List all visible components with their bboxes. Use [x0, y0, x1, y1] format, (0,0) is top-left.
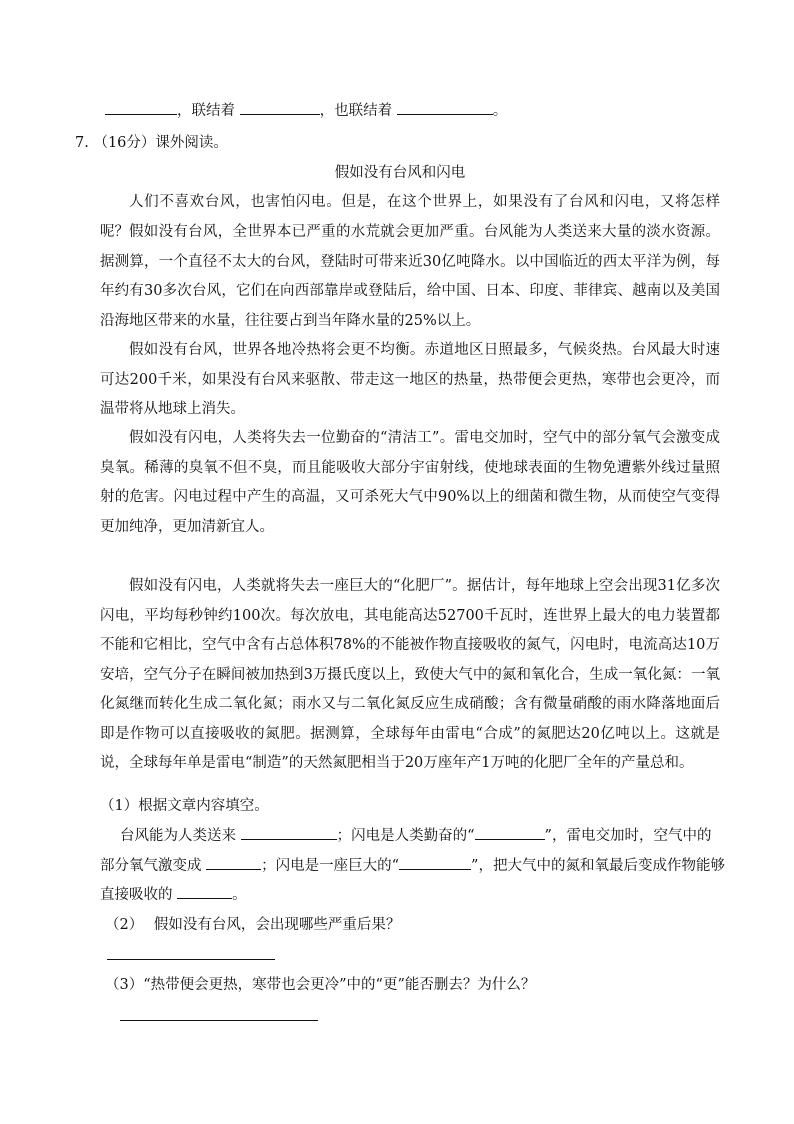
top-line-text-1: ，联结着: [177, 103, 235, 119]
q1-text: 台风能为人类送来: [120, 828, 236, 844]
article-paragraph: 人们不喜欢台风，也害怕闪电。但是，在这个世界上，如果没有了台风和闪电，又将怎样呢？: [100, 194, 720, 240]
q1-text: ；闪电是人类勤奋的“: [336, 828, 475, 844]
q1-text: 。: [232, 887, 247, 903]
question-label: 课外阅读。: [155, 135, 228, 151]
q1-text: 部分氧气激变成: [100, 858, 202, 874]
q2-answer-line[interactable]: [107, 959, 275, 960]
top-line-text-2: ，也联结着: [319, 103, 393, 119]
q1-line-3: [100, 884, 247, 905]
q1-blank-1[interactable]: [241, 825, 337, 840]
q3-prompt: （3）“热带便会更热，寒带也会更冷”中的“更”能否删去？为什么？: [105, 977, 536, 993]
q2-number: （2）: [105, 917, 144, 933]
q2-text: 假如没有台风，会出现哪些严重后果？: [153, 917, 401, 933]
q1-line-2: [100, 855, 725, 876]
q1-text: ”，雷电交加时，空气中的: [544, 828, 712, 844]
q1-text: ”，把大气中的氮和氧最后变成作物能够: [471, 858, 725, 874]
q1-label: （1）根据文章内容填空。: [100, 798, 269, 814]
question-number: 7.: [75, 135, 89, 151]
q1-text: 直接吸收的: [100, 887, 173, 903]
article-paragraph: 假如没有台风，全世界本已严重的水荒就会更加严重。台风能为人类送来大量的淡水资源。据测算，一个直径不太大的台风，登陆时可带来近30亿吨降水。以中国临近的西太平洋为例，每年约有30多次台风，它们在向西部靠岸或登陆后，给中国、日本、印度、菲律宾、越南以及美国沿海地区带来的水量，往往要占到当年降水量的25%以上。: [100, 224, 720, 329]
article-title: 假如没有台风和闪电: [334, 165, 466, 181]
q1-line-1: [120, 825, 711, 846]
q1-blank-4[interactable]: [399, 855, 471, 870]
q1-blank-5[interactable]: [177, 884, 232, 899]
article-paragraph: 假如没有闪电，人类将失去一位勤奋的“清洁工”。雷电交加时，空气中的部分氧气会激变成臭氧。稀薄的臭氧不但不臭，而且能吸收大部分宇宙射线，使地球表面的生物免遭紫外线过量照射的危害。闪电过程中产生的高温，又可杀死大气中90%以上的细菌和微生物，从而使空气变得更加纯净，更加清新宜人。: [100, 430, 720, 535]
q1-text: ；闪电是一座巨大的“: [261, 858, 400, 874]
top-line-text-3: 。: [492, 103, 508, 119]
blank-3[interactable]: [397, 100, 493, 115]
question-header: [75, 133, 228, 153]
q3-answer-line[interactable]: [120, 1020, 318, 1021]
question-points: （16分）: [93, 135, 156, 151]
blank-2[interactable]: [240, 100, 320, 115]
q2-prompt: [105, 915, 400, 935]
article-paragraph: 假如没有闪电，人类就将失去一座巨大的“化肥厂”。据估计，每年地球上空会出现31亿多次闪电，平均每秒钟约100次。每次放电，其电能高达52700千瓦时，连世界上最大的电力装置都不能和它相比，空气中含有占总体积78%的不能被作物直接吸收的氮气，闪电时，电流高达10万安培，空气分子在瞬间被加热到3万摄氏度以上，致使大气中的氮和氧化合，生成一氧化氮：一氧化氮继而转化生成二氧化氮；雨水又与二氧化氮反应生成硝酸；含有微量硝酸的雨水降落地面后即是作物可以直接吸收的氮肥。据测算，全球每年由雷电“合成”的氮肥达20亿吨以上。这就是说，全球每年单是雷电“制造”的天然氮肥相当于20万座年产1万吨的化肥厂全年的产量总和。: [100, 578, 720, 771]
blank-1[interactable]: [105, 100, 177, 115]
article-paragraph: 假如没有台风，世界各地冷热将会更不均衡。赤道地区日照最多，气候炎热。台风最大时速可达200千米，如果没有台风来驱散、带走这一地区的热量，热带便会更热，寒带也会更冷，而温带将从地球上消失。: [100, 342, 720, 417]
q1-blank-3[interactable]: [206, 855, 261, 870]
q1-blank-2[interactable]: [475, 825, 545, 840]
top-fill-line: [105, 100, 507, 121]
